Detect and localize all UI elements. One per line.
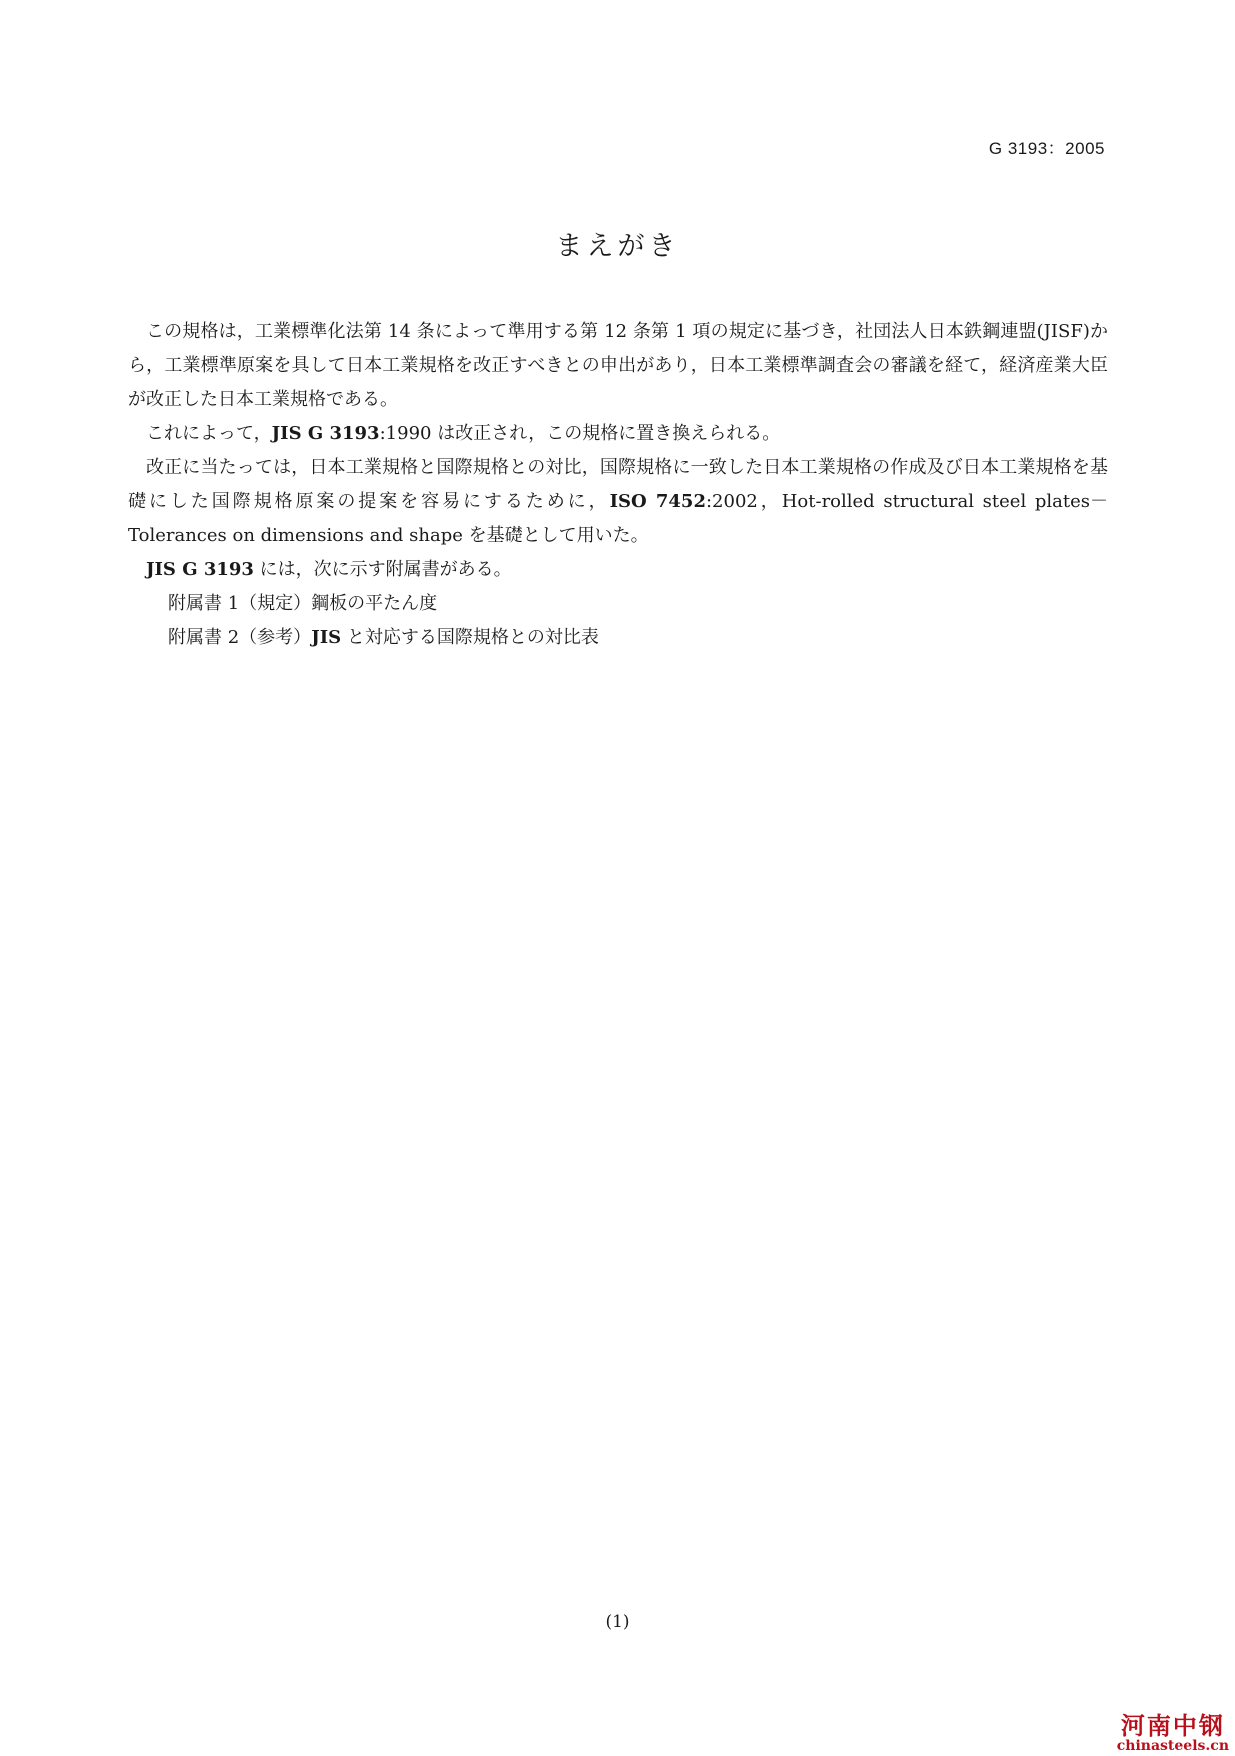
jis-reference: JIS	[311, 627, 342, 648]
page-number: (1)	[605, 1612, 630, 1632]
foreword-body	[128, 315, 1108, 655]
page-title: まえがき	[555, 231, 680, 262]
watermark-logo	[1117, 1714, 1229, 1754]
paragraph-iso-basis: 改正に当たっては，日本工業規格と国際規格との対比，国際規格に一致した日本工業規格の作成及び日本工業規格を基礎にした国際規格原案の提案を容易にするために，ISO 7452:2002，Hot-rolled structural steel plates－Tolerances on dimensions and shape を基礎として用いた。	[128, 457, 1109, 546]
watermark-chinese-text: 河南中钢	[1120, 1712, 1225, 1741]
jis-reference: JIS G 3193	[146, 559, 254, 580]
watermark-domain-text: chinasteels.cn	[1116, 1738, 1229, 1755]
iso-reference: ISO 7452	[609, 491, 706, 512]
annex-item-1: 附属書 1（規定）鋼板の平たん度	[168, 593, 438, 614]
paragraph-legal-basis: この規格は，工業標準化法第 14 条によって準用する第 12 条第 1 項の規定に基づき，社団法人日本鉄鋼連盟(JISF)から，工業標準原案を具して日本工業規格を改正すべきとの申出があり，日本工業標準調査会の審議を経て，経済産業大臣が改正した日本工業規格である。	[128, 321, 1108, 410]
annex-item-2: 附属書 2（参考）JIS と対応する国際規格との対比表	[168, 627, 599, 648]
jis-reference: JIS G 3193	[271, 423, 380, 444]
paragraph-annex-intro: JIS G 3193 には，次に示す附属書がある。	[146, 559, 512, 580]
paragraph-replacement: これによって，JIS G 3193:1990 は改正され，この規格に置き換えられる。	[146, 423, 781, 444]
standard-number: G 3193：2005	[988, 139, 1105, 158]
